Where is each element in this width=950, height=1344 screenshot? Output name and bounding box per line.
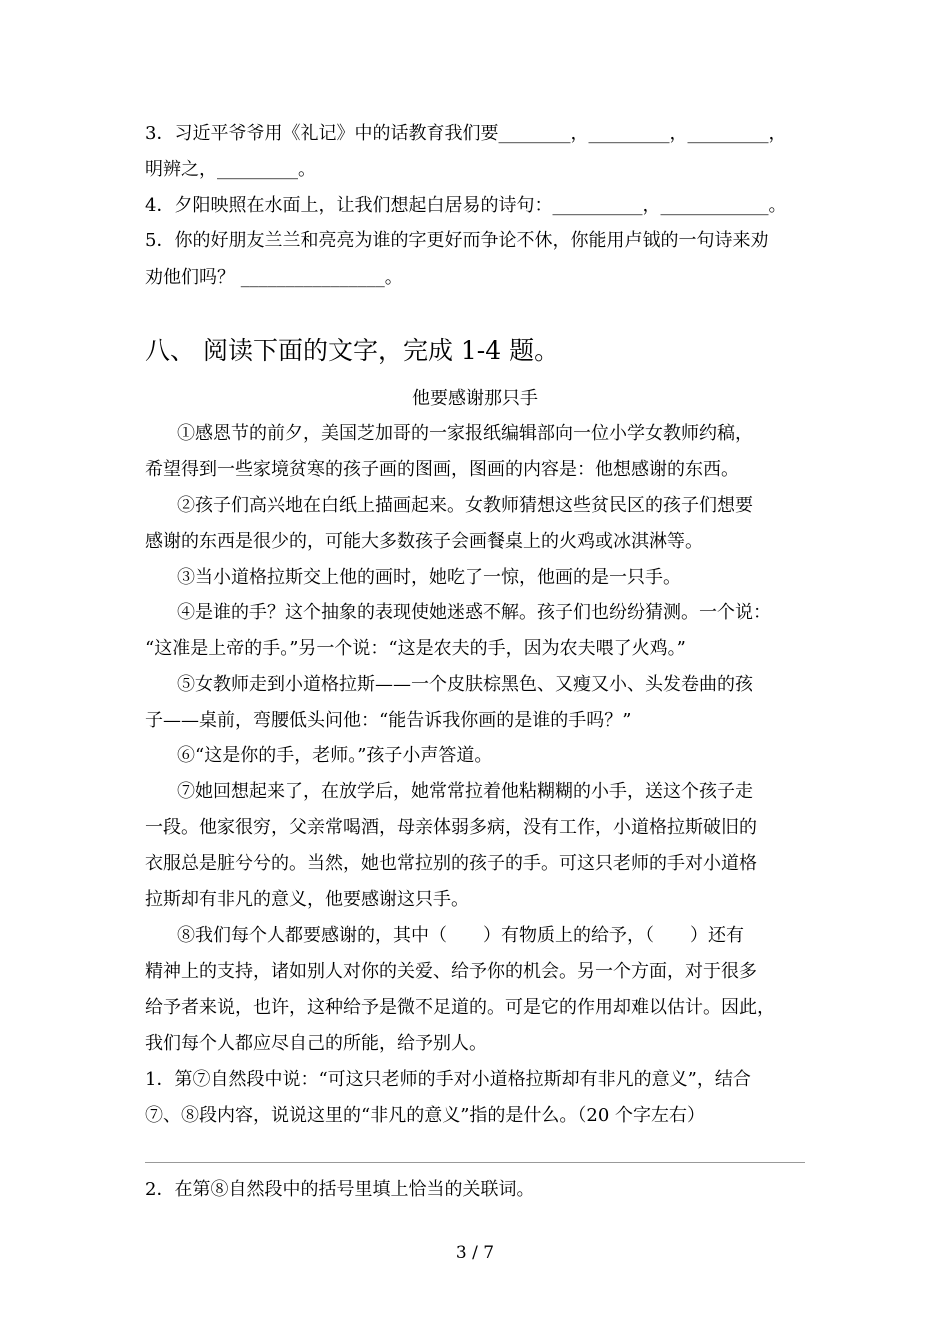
paragraph-2-line-2: 感谢的东西是很少的，可能大多数孩子会画餐桌上的火鸡或冰淇淋等。 — [145, 531, 703, 552]
paragraph-7-line-1: ⑦她回想起来了，在放学后，她常常拉着他粘糊糊的小手，送这个孩子走 — [177, 781, 753, 802]
reading-question-2: 2．在第⑧自然段中的括号里填上恰当的关联词。 — [145, 1179, 535, 1200]
question-3-line-2: 明辨之，_________。 — [145, 159, 316, 180]
question-4: 4．夕阳映照在水面上，让我们想起白居易的诗句：__________，____________。 — [145, 195, 787, 216]
paragraph-7-line-2: 一段。他家很穷，父亲常喝酒，母亲体弱多病，没有工作，小道格拉斯破旧的 — [145, 817, 757, 838]
paragraph-5-line-2: 子——桌前，弯腰低头问他：“能告诉我你画的是谁的手吗？” — [145, 710, 632, 731]
question-5-line-2: 劝他们吗？ ________________。 — [145, 267, 403, 288]
reading-question-1-line-2: ⑦、⑧段内容，说说这里的“非凡的意义”指的是什么。（20 个字左右） — [145, 1105, 706, 1126]
paragraph-7-line-3: 衣服总是脏兮兮的。当然，她也常拉别的孩子的手。可这只老师的手对小道格 — [145, 853, 757, 874]
passage-title: 他要感谢那只手 — [412, 388, 538, 409]
page-number: 3 / 7 — [455, 1243, 495, 1263]
paragraph-8-line-1: ⑧我们每个人都要感谢的，其中（ ）有物质上的给予，（ ）还有 — [177, 925, 744, 946]
paragraph-2-line-1: ②孩子们高兴地在白纸上描画起来。女教师猜想这些贫民区的孩子们想要 — [177, 495, 753, 516]
paragraph-4-line-2: “这准是上帝的手。”另一个说：“这是农夫的手，因为农夫喂了火鸡。” — [145, 638, 686, 659]
paragraph-5-line-1: ⑤女教师走到小道格拉斯——一个皮肤棕黑色、又瘦又小、头发卷曲的孩 — [177, 674, 753, 695]
paragraph-7-line-4: 拉斯却有非凡的意义，他要感谢这只手。 — [145, 889, 469, 910]
paragraph-8-line-3: 给予者来说，也许，这种给予是微不足道的。可是它的作用却难以估计。因此， — [145, 997, 775, 1018]
paragraph-8-line-2: 精神上的支持，诸如别人对你的关爱、给予你的机会。另一个方面，对于很多 — [145, 961, 757, 982]
paragraph-8-line-4: 我们每个人都应尽自己的所能，给予别人。 — [145, 1033, 487, 1054]
paragraph-3-line-1: ③当小道格拉斯交上他的画时，她吃了一惊，他画的是一只手。 — [177, 567, 681, 588]
paragraph-6-line-1: ⑥“这是你的手，老师。”孩子小声答道。 — [177, 745, 493, 766]
question-3-line-1: 3．习近平爷爷用《礼记》中的话教育我们要________，_________，_________， — [145, 123, 787, 144]
paragraph-4-line-1: ④是谁的手？这个抽象的表现使她迷惑不解。孩子们也纷纷猜测。一个说： — [177, 602, 771, 623]
paragraph-1-line-2: 希望得到一些家境贫寒的孩子画的图画，图画的内容是：他想感谢的东西。 — [145, 459, 739, 480]
answer-line — [145, 1162, 805, 1163]
question-5-line-1: 5．你的好朋友兰兰和亮亮为谁的字更好而争论不休，你能用卢钺的一句诗来劝 — [145, 230, 769, 251]
paragraph-1-line-1: ①感恩节的前夕，美国芝加哥的一家报纸编辑部向一位小学女教师约稿， — [177, 423, 753, 444]
reading-question-1-line-1: 1．第⑦自然段中说：“可这只老师的手对小道格拉斯却有非凡的意义”，结合 — [145, 1069, 751, 1090]
section-heading: 八、 阅读下面的文字，完成 1-4 题。 — [145, 336, 560, 365]
